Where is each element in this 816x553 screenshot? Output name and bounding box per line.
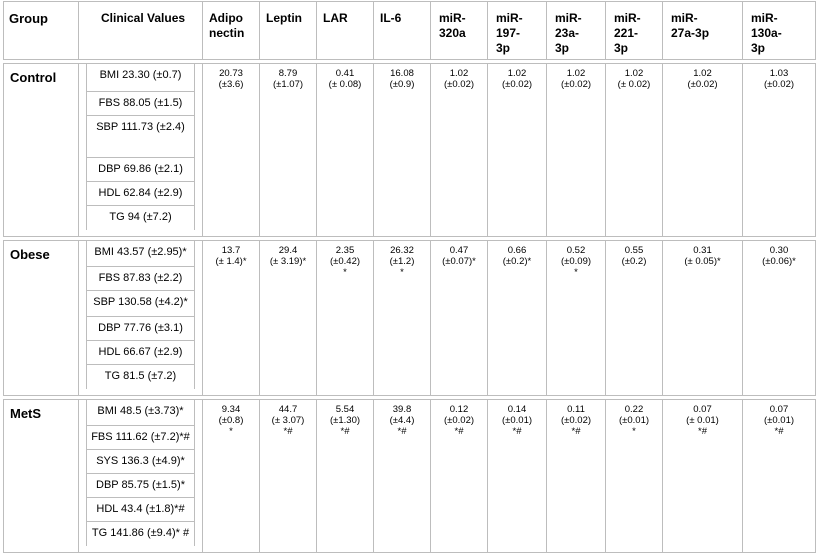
value-line: (± 0.05)*	[684, 256, 721, 267]
header-line: 3p	[614, 41, 629, 55]
significance-marker: *	[574, 267, 578, 278]
header-line: miR-	[555, 11, 582, 25]
measure-value-cell	[431, 64, 488, 237]
group-name: MetS	[4, 400, 79, 553]
measure-value-cell	[743, 64, 816, 237]
value-line: 0.07	[769, 404, 789, 415]
value-line: (±0.07)*	[442, 256, 476, 267]
clinical-value-item: TG 81.5 (±7.2)	[104, 370, 177, 382]
measure-value-cell	[488, 241, 547, 396]
group-row-obese	[4, 241, 816, 396]
value-line: 20.73	[219, 68, 243, 79]
header-line: 130a-	[751, 26, 782, 40]
clinical-value-item: HDL 62.84 (±2.9)	[87, 182, 194, 206]
clinical-value-item: FBS 111.62 (±7.2)*#	[87, 426, 194, 450]
value-line: 0.30	[769, 245, 789, 256]
header-line: miR-	[496, 11, 523, 25]
header-lar: LAR	[317, 2, 374, 60]
measure-value-cell	[431, 241, 488, 396]
clinical-value-item: TG 94 (±7.2)	[109, 211, 172, 223]
value-line: 16.08	[390, 68, 414, 79]
value-line: (± 3.19)*	[269, 256, 307, 267]
value-line: (±0.02)	[443, 79, 475, 90]
significance-marker: *#	[454, 426, 464, 437]
header-line: 3p	[555, 41, 570, 55]
value-line: 39.8	[392, 404, 412, 415]
significance-marker: *#	[283, 426, 293, 437]
value-line: (±0.02)	[763, 79, 795, 90]
clinical-value-item: FBS 87.83 (±2.2)	[87, 267, 194, 291]
value-line: 8.79	[278, 68, 298, 79]
value-line: (±0.09)	[560, 256, 592, 267]
clinical-value-item: FBS 88.05 (±1.5)	[87, 92, 194, 116]
measure-value-cell	[488, 64, 547, 237]
value-line: 0.31	[693, 245, 712, 256]
header-mir-23a-3p	[547, 2, 606, 60]
measure-value-cell	[260, 400, 317, 553]
value-line: (±3.6)	[218, 79, 244, 90]
significance-marker: *	[632, 426, 636, 437]
clinical-value-item: TG 141.86 (±9.4)* #	[91, 527, 190, 539]
clinical-values-list	[86, 241, 195, 389]
clinical-value-item: BMI 43.57 (±2.95)*	[87, 241, 194, 267]
value-line: 44.7	[278, 404, 298, 415]
measure-value-cell	[606, 400, 663, 553]
measure-value-cell	[547, 400, 606, 553]
measure-value-cell	[317, 241, 374, 396]
measure-value-cell	[203, 241, 260, 396]
value-line: (±4.4)	[389, 415, 415, 426]
value-line: (±0.02)	[560, 79, 592, 90]
measure-value-cell	[547, 241, 606, 396]
measure-value-cell	[374, 64, 431, 237]
header-line: miR-	[671, 11, 698, 25]
value-line: (±0.01)	[618, 415, 650, 426]
clinical-values-cell	[79, 64, 203, 237]
header-adiponectin-line: Adipo	[209, 11, 243, 25]
significance-marker: *#	[340, 426, 350, 437]
clinical-value-item: SBP 111.73 (±2.4)	[87, 116, 194, 158]
value-line: (±0.9)	[389, 79, 415, 90]
header-leptin: Leptin	[260, 2, 317, 60]
significance-marker: *	[229, 426, 233, 437]
value-line: (±0.02)	[501, 79, 533, 90]
clinical-values-list	[86, 64, 195, 230]
header-il6: IL-6	[374, 2, 431, 60]
group-row-mets	[4, 400, 816, 553]
value-line: 13.7	[221, 245, 241, 256]
value-line: 0.52	[566, 245, 586, 256]
value-line: 1.02	[566, 68, 586, 79]
measure-value-cell	[663, 64, 743, 237]
value-line: (± 0.08)	[328, 79, 362, 90]
value-line: 5.54	[335, 404, 355, 415]
value-line: (±0.2)	[621, 256, 647, 267]
significance-marker: *	[400, 267, 404, 278]
value-line: (±1.07)	[272, 79, 304, 90]
header-group: Group	[4, 2, 79, 60]
value-line: 26.32	[390, 245, 414, 256]
value-line: 0.66	[507, 245, 527, 256]
group-name: Obese	[4, 241, 79, 396]
measure-value-cell	[431, 400, 488, 553]
value-line: (± 3.07)	[271, 415, 305, 426]
clinical-value-item: BMI 48.5 (±3.73)*	[87, 400, 194, 426]
measure-value-cell	[260, 241, 317, 396]
group-row-control	[4, 64, 816, 237]
value-line: (±1.30)	[329, 415, 361, 426]
value-line: 29.4	[278, 245, 298, 256]
header-mir-197-3p	[488, 2, 547, 60]
value-line: 0.47	[449, 245, 469, 256]
measure-value-cell	[606, 64, 663, 237]
header-clinical-values: Clinical Values	[79, 2, 203, 60]
measure-value-cell	[547, 64, 606, 237]
clinical-value-item: DBP 77.76 (±3.1)	[87, 317, 194, 341]
header-mir-320a: miR-320a	[431, 2, 488, 60]
header-line: 221-	[614, 26, 639, 40]
header-row	[4, 2, 816, 60]
header-line: 3p	[751, 41, 766, 55]
value-line: 2.35	[335, 245, 355, 256]
value-line: 0.55	[624, 245, 644, 256]
measure-value-cell	[203, 64, 260, 237]
value-line: 0.41	[335, 68, 355, 79]
measure-value-cell	[203, 400, 260, 553]
clinical-value-item: HDL 43.4 (±1.8)*#	[87, 498, 194, 522]
value-line: 1.03	[769, 68, 789, 79]
measure-value-cell	[743, 400, 816, 553]
value-line: 0.22	[624, 404, 644, 415]
clinical-values-cell	[79, 241, 203, 396]
value-line: (±0.02)	[560, 415, 592, 426]
significance-marker: *#	[571, 426, 581, 437]
value-line: (±0.2)*	[502, 256, 532, 267]
value-line: 1.02	[693, 68, 712, 79]
measure-value-cell	[743, 241, 816, 396]
header-line: 197-	[496, 26, 521, 40]
header-mir-27a-3p	[663, 2, 743, 60]
value-line: (±0.02)	[443, 415, 475, 426]
significance-marker: *	[343, 267, 347, 278]
value-line: 1.02	[507, 68, 527, 79]
measure-value-cell	[488, 400, 547, 553]
header-line: 3p	[496, 41, 511, 55]
header-line: 27a-3p	[671, 26, 710, 40]
value-line: (±1.2)	[389, 256, 415, 267]
header-line: miR-	[614, 11, 641, 25]
value-line: (±0.02)	[687, 79, 718, 90]
value-line: (±0.8)	[218, 415, 244, 426]
value-line: 0.14	[507, 404, 527, 415]
measure-value-cell	[663, 400, 743, 553]
header-line: 23a-	[555, 26, 580, 40]
significance-marker: *#	[397, 426, 407, 437]
value-line: 0.07	[693, 404, 712, 415]
clinical-values-cell	[79, 400, 203, 553]
header-line: miR-	[751, 11, 778, 25]
clinical-value-item: BMI 23.30 (±0.7)	[87, 64, 194, 92]
significance-marker: *#	[698, 426, 707, 437]
value-line: (±0.01)	[763, 415, 795, 426]
clinical-value-item: SYS 136.3 (±4.9)*	[87, 450, 194, 474]
value-line: (±0.06)*	[762, 256, 796, 267]
value-line: 0.12	[449, 404, 469, 415]
measure-value-cell	[374, 241, 431, 396]
measure-value-cell	[317, 64, 374, 237]
clinical-value-item: SBP 130.58 (±4.2)*	[87, 291, 194, 317]
significance-marker: *#	[774, 426, 784, 437]
clinical-value-item: DBP 69.86 (±2.1)	[87, 158, 194, 182]
measure-value-cell	[606, 241, 663, 396]
header-adiponectin	[203, 2, 260, 60]
significance-marker: *#	[512, 426, 522, 437]
header-mir-130a-3p	[743, 2, 816, 60]
value-line: 1.02	[624, 68, 644, 79]
value-line: (± 1.4)*	[215, 256, 247, 267]
results-table	[3, 1, 816, 553]
value-line: 0.11	[567, 404, 585, 415]
measure-value-cell	[374, 400, 431, 553]
measure-value-cell	[317, 400, 374, 553]
value-line: 9.34	[221, 404, 241, 415]
measure-value-cell	[663, 241, 743, 396]
value-line: (±0.01)	[501, 415, 533, 426]
clinical-values-list	[86, 400, 195, 546]
group-name: Control	[4, 64, 79, 237]
value-line: (± 0.01)	[686, 415, 719, 426]
value-line: (± 0.02)	[617, 79, 651, 90]
header-mir-221-3p	[606, 2, 663, 60]
clinical-value-item: HDL 66.67 (±2.9)	[87, 341, 194, 365]
value-line: (±0.42)	[329, 256, 361, 267]
measure-value-cell	[260, 64, 317, 237]
value-line: 1.02	[449, 68, 469, 79]
clinical-value-item: DBP 85.75 (±1.5)*	[87, 474, 194, 498]
header-adiponectin-line: nectin	[209, 26, 245, 40]
